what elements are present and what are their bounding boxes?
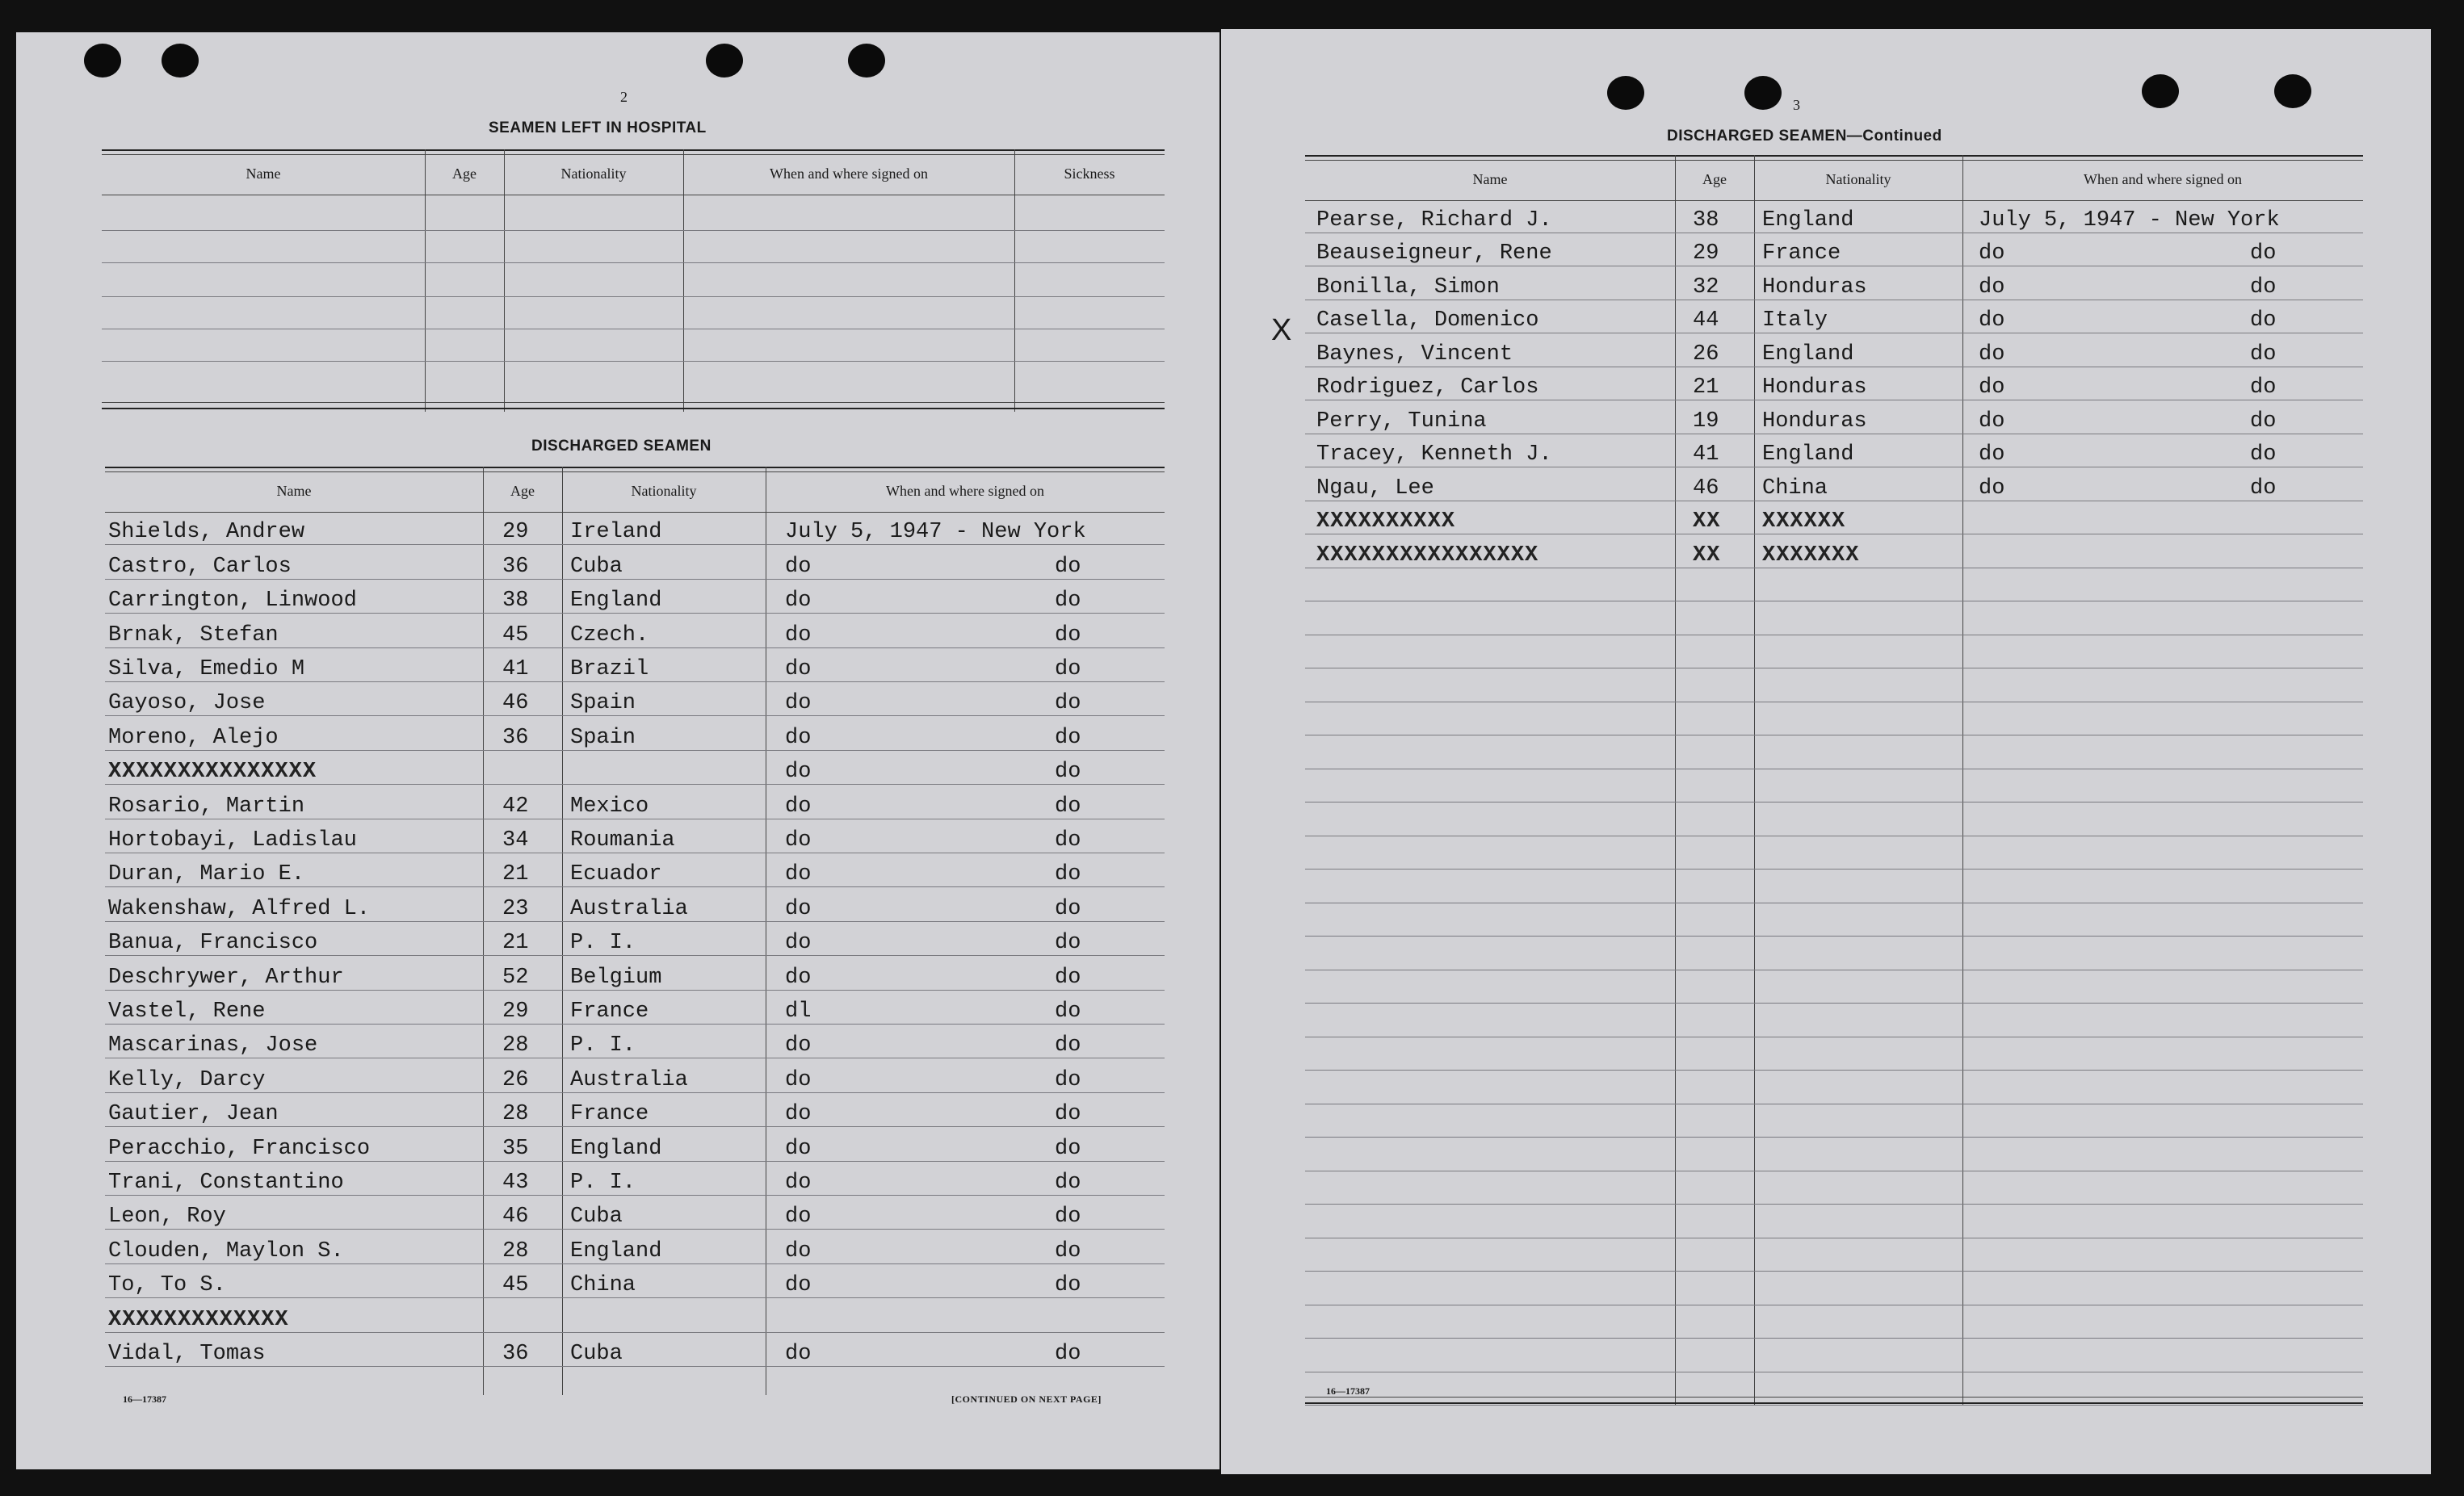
seaman-name: Peracchio, Francisco — [108, 1136, 371, 1161]
signed-on-date: do — [1979, 375, 2005, 400]
signed-on-place: do — [1055, 1033, 1081, 1058]
table-row — [105, 1299, 1165, 1333]
seaman-age: 36 — [502, 554, 529, 579]
table-row — [105, 752, 1165, 786]
seaman-age: 23 — [502, 896, 529, 921]
seaman-age: 41 — [502, 656, 529, 681]
signed-on-place: do — [1055, 725, 1081, 750]
table-row — [1305, 502, 2363, 536]
signed-on-date: do — [785, 725, 812, 750]
signed-on-date: do — [1979, 409, 2005, 434]
punch-hole — [162, 44, 199, 78]
table-row — [105, 580, 1165, 614]
discharged-section-title: DISCHARGED SEAMEN—Continued — [1667, 128, 1942, 145]
signed-on-date: dl — [785, 999, 812, 1024]
table-row — [105, 717, 1165, 751]
seaman-nationality: England — [1762, 207, 1854, 233]
seaman-name: Shields, Andrew — [108, 520, 305, 545]
seaman-age: 46 — [1693, 476, 1719, 501]
signed-on-date: do — [785, 589, 812, 614]
table-row — [105, 1163, 1165, 1196]
seaman-age: 35 — [502, 1136, 529, 1161]
seaman-age: 46 — [502, 1205, 529, 1230]
signed-on-date: do — [1979, 476, 2005, 501]
seaman-name: Bonilla, Simon — [1316, 274, 1500, 300]
seaman-name: Tracey, Kenneth J. — [1316, 442, 1552, 467]
seaman-age: 34 — [502, 828, 529, 853]
table-row — [105, 786, 1165, 819]
seaman-nationality: Honduras — [1762, 274, 1867, 300]
table-row — [1305, 468, 2363, 502]
signed-on-date: do — [785, 828, 812, 853]
seaman-nationality: P. I. — [570, 1170, 636, 1195]
signed-on-date: do — [785, 931, 812, 956]
signed-on-place: do — [1055, 1238, 1081, 1263]
seaman-nationality: XXXXXX — [1762, 509, 1846, 534]
signed-on-date: do — [785, 554, 812, 579]
seaman-age: 44 — [1693, 308, 1719, 333]
signed-on-place: do — [1055, 1341, 1081, 1366]
seaman-age: 32 — [1693, 274, 1719, 300]
seaman-age: XX — [1693, 543, 1721, 568]
signed-on-date: do — [785, 1033, 812, 1058]
seaman-nationality: XXXXXXX — [1762, 543, 1860, 568]
left-page — [16, 32, 1219, 1469]
seaman-nationality: England — [570, 589, 662, 614]
signed-on-place: do — [2250, 308, 2277, 333]
table-row — [105, 1230, 1165, 1264]
signed-on-place: do — [1055, 1170, 1081, 1195]
seaman-age: 28 — [502, 1102, 529, 1127]
signed-on-place: do — [1055, 1273, 1081, 1298]
seaman-nationality: Czech. — [570, 622, 649, 647]
seaman-name: Perry, Tunina — [1316, 409, 1487, 434]
table-row — [1305, 301, 2363, 335]
seaman-name: Vidal, Tomas — [108, 1341, 266, 1366]
table-row — [105, 957, 1165, 991]
punch-hole — [1607, 76, 1644, 110]
signed-on-date: do — [785, 794, 812, 819]
seaman-age: 29 — [502, 520, 529, 545]
header-when-where: When and where signed on — [886, 483, 1044, 499]
signed-on-place: do — [1055, 931, 1081, 956]
signed-on-date: July 5, 1947 - New York — [785, 520, 1086, 545]
seaman-nationality: Roumania — [570, 828, 675, 853]
header-age: Age — [1702, 171, 1727, 187]
signed-on-place: do — [2250, 476, 2277, 501]
signed-on-place: do — [2250, 241, 2277, 266]
punch-hole — [1744, 76, 1782, 110]
table-row — [105, 991, 1165, 1025]
seaman-name: Pearse, Richard J. — [1316, 207, 1552, 233]
signed-on-date: July 5, 1947 - New York — [1979, 207, 2280, 233]
signed-on-place: do — [1055, 554, 1081, 579]
table-row — [105, 1059, 1165, 1093]
seaman-age: 42 — [502, 794, 529, 819]
seaman-name: XXXXXXXXXXXXXXX — [108, 760, 317, 785]
seaman-age: 26 — [502, 1067, 529, 1092]
punch-hole — [2142, 74, 2179, 108]
seaman-name: Brnak, Stefan — [108, 622, 279, 647]
signed-on-place: do — [1055, 1102, 1081, 1127]
signed-on-place: do — [1055, 691, 1081, 716]
signed-on-date: do — [785, 1136, 812, 1161]
signed-on-date: do — [1979, 308, 2005, 333]
table-row — [105, 1334, 1165, 1368]
signed-on-date: do — [785, 1341, 812, 1366]
signed-on-place: do — [2250, 375, 2277, 400]
seaman-name: Deschrywer, Arthur — [108, 965, 344, 990]
seaman-name: Rosario, Martin — [108, 794, 305, 819]
seaman-name: Carrington, Linwood — [108, 589, 357, 614]
table-row — [105, 1128, 1165, 1162]
punch-hole — [848, 44, 885, 78]
seaman-name: Leon, Roy — [108, 1205, 226, 1230]
seaman-nationality: France — [1762, 241, 1841, 266]
seaman-nationality: Mexico — [570, 794, 649, 819]
seaman-name: XXXXXXXXXX — [1316, 509, 1456, 534]
signed-on-date: do — [785, 1067, 812, 1092]
seaman-age: XX — [1693, 509, 1721, 534]
seaman-nationality: Honduras — [1762, 409, 1867, 434]
table-row — [1305, 535, 2363, 569]
seaman-name: Kelly, Darcy — [108, 1067, 266, 1092]
signed-on-date: do — [1979, 274, 2005, 300]
seaman-nationality: Ecuador — [570, 862, 662, 887]
signed-on-place: do — [1055, 896, 1081, 921]
page-number: 2 — [620, 89, 628, 105]
header-nationality: Nationality — [560, 166, 627, 182]
signed-on-place: do — [1055, 1067, 1081, 1092]
seaman-name: To, To S. — [108, 1273, 226, 1298]
signed-on-place: do — [1055, 656, 1081, 681]
seaman-nationality: Brazil — [570, 656, 649, 681]
signed-on-place: do — [2250, 274, 2277, 300]
signed-on-date: do — [785, 622, 812, 647]
table-row — [105, 546, 1165, 580]
seaman-name: Banua, Francisco — [108, 931, 318, 956]
continued-note: [CONTINUED ON NEXT PAGE] — [951, 1393, 1102, 1405]
seaman-nationality: P. I. — [570, 931, 636, 956]
table-row — [105, 512, 1165, 546]
seaman-name: Mascarinas, Jose — [108, 1033, 318, 1058]
signed-on-place: do — [1055, 794, 1081, 819]
header-nationality: Nationality — [1825, 171, 1891, 187]
seaman-age: 45 — [502, 1273, 529, 1298]
signed-on-date: do — [785, 1170, 812, 1195]
signed-on-date: do — [785, 1238, 812, 1263]
signed-on-place: do — [1055, 589, 1081, 614]
table-row — [105, 888, 1165, 922]
table-row — [105, 1025, 1165, 1059]
seaman-age: 29 — [502, 999, 529, 1024]
seaman-name: Silva, Emedio M — [108, 656, 305, 681]
seaman-name: Gautier, Jean — [108, 1102, 279, 1127]
table-row — [105, 820, 1165, 854]
table-row — [105, 854, 1165, 888]
signed-on-date: do — [785, 1102, 812, 1127]
seaman-age: 38 — [502, 589, 529, 614]
right-page — [1221, 29, 2431, 1474]
seaman-age: 41 — [1693, 442, 1719, 467]
punch-hole — [2274, 74, 2311, 108]
signed-on-place: do — [1055, 622, 1081, 647]
seaman-name: Clouden, Maylon S. — [108, 1238, 344, 1263]
table-row — [105, 1196, 1165, 1230]
signed-on-place: do — [1055, 862, 1081, 887]
table-row — [105, 649, 1165, 683]
seaman-nationality: Belgium — [570, 965, 662, 990]
header-name: Name — [246, 166, 281, 182]
seaman-age: 19 — [1693, 409, 1719, 434]
signed-on-date: do — [785, 862, 812, 887]
seaman-name: Casella, Domenico — [1316, 308, 1539, 333]
seaman-nationality: China — [570, 1273, 636, 1298]
seaman-nationality: Australia — [570, 896, 688, 921]
table-row — [1305, 368, 2363, 402]
signed-on-date: do — [785, 896, 812, 921]
signed-on-date: do — [785, 760, 812, 785]
header-when-where: When and where signed on — [2084, 171, 2242, 187]
seaman-age: 21 — [502, 862, 529, 887]
seaman-name: Ngau, Lee — [1316, 476, 1434, 501]
signed-on-place: do — [1055, 760, 1081, 785]
seaman-age: 38 — [1693, 207, 1719, 233]
table-row — [1305, 435, 2363, 469]
seaman-age: 21 — [502, 931, 529, 956]
seaman-age: 28 — [502, 1238, 529, 1263]
header-age: Age — [452, 166, 476, 182]
table-row — [1305, 267, 2363, 301]
seaman-age: 43 — [502, 1170, 529, 1195]
seaman-age: 36 — [502, 725, 529, 750]
seaman-name: Beauseigneur, Rene — [1316, 241, 1552, 266]
seaman-nationality: Ireland — [570, 520, 662, 545]
table-row — [105, 1094, 1165, 1128]
header-age: Age — [510, 483, 535, 499]
table-row — [105, 683, 1165, 717]
seaman-nationality: Spain — [570, 725, 636, 750]
header-name: Name — [1472, 171, 1508, 187]
seaman-age: 26 — [1693, 342, 1719, 367]
signed-on-place: do — [1055, 999, 1081, 1024]
seaman-nationality: Italy — [1762, 308, 1828, 333]
discharged-table — [105, 467, 1165, 1395]
signed-on-date: do — [1979, 442, 2005, 467]
seaman-nationality: P. I. — [570, 1033, 636, 1058]
punch-hole — [706, 44, 743, 78]
seaman-nationality: Cuba — [570, 1341, 623, 1366]
signed-on-place: do — [2250, 409, 2277, 434]
seaman-nationality: England — [1762, 442, 1854, 467]
table-row — [105, 923, 1165, 957]
seaman-nationality: France — [570, 1102, 649, 1127]
discharged-table-continued — [1305, 155, 2363, 1405]
signed-on-place: do — [2250, 342, 2277, 367]
hospital-section-title: SEAMEN LEFT IN HOSPITAL — [489, 119, 707, 136]
seaman-age: 29 — [1693, 241, 1719, 266]
seaman-name: Baynes, Vincent — [1316, 342, 1513, 367]
punch-hole — [84, 44, 121, 78]
table-row — [105, 1265, 1165, 1299]
signed-on-date: do — [785, 1273, 812, 1298]
seaman-age: 36 — [502, 1341, 529, 1366]
table-row — [105, 614, 1165, 648]
seaman-name: Trani, Constantino — [108, 1170, 344, 1195]
seaman-name: XXXXXXXXXXXXXXXX — [1316, 543, 1539, 568]
signed-on-date: do — [785, 965, 812, 990]
margin-x-mark: X — [1271, 313, 1292, 347]
seaman-name: XXXXXXXXXXXXX — [108, 1307, 289, 1332]
table-row — [1305, 401, 2363, 435]
seaman-name: Hortobayi, Ladislau — [108, 828, 357, 853]
signed-on-place: do — [1055, 965, 1081, 990]
seaman-name: Duran, Mario E. — [108, 862, 305, 887]
seaman-nationality: Honduras — [1762, 375, 1867, 400]
seaman-age: 21 — [1693, 375, 1719, 400]
form-number: 16—17387 — [1326, 1385, 1370, 1397]
seaman-nationality: England — [570, 1238, 662, 1263]
signed-on-place: do — [1055, 828, 1081, 853]
seaman-nationality: England — [570, 1136, 662, 1161]
seaman-nationality: England — [1762, 342, 1854, 367]
seaman-nationality: Australia — [570, 1067, 688, 1092]
signed-on-date: do — [785, 656, 812, 681]
seaman-nationality: Spain — [570, 691, 636, 716]
table-row — [1305, 334, 2363, 368]
signed-on-date: do — [785, 1205, 812, 1230]
seaman-name: Moreno, Alejo — [108, 725, 279, 750]
form-number: 16—17387 — [123, 1393, 166, 1405]
signed-on-place: do — [1055, 1205, 1081, 1230]
seaman-name: Rodriguez, Carlos — [1316, 375, 1539, 400]
seaman-name: Gayoso, Jose — [108, 691, 266, 716]
seaman-age: 28 — [502, 1033, 529, 1058]
discharged-section-title: DISCHARGED SEAMEN — [531, 438, 711, 455]
signed-on-date: do — [1979, 241, 2005, 266]
hospital-table — [102, 149, 1165, 412]
seaman-nationality: China — [1762, 476, 1828, 501]
table-row — [1305, 200, 2363, 234]
seaman-name: Castro, Carlos — [108, 554, 292, 579]
seaman-age: 45 — [502, 622, 529, 647]
header-name: Name — [276, 483, 312, 499]
header-sickness: Sickness — [1064, 166, 1115, 182]
header-when-where: When and where signed on — [770, 166, 928, 182]
seaman-nationality: Cuba — [570, 554, 623, 579]
page-number: 3 — [1793, 97, 1800, 113]
signed-on-date: do — [785, 691, 812, 716]
seaman-age: 46 — [502, 691, 529, 716]
seaman-name: Vastel, Rene — [108, 999, 266, 1024]
table-row — [1305, 234, 2363, 268]
signed-on-place: do — [2250, 442, 2277, 467]
seaman-age: 52 — [502, 965, 529, 990]
seaman-nationality: France — [570, 999, 649, 1024]
header-nationality: Nationality — [631, 483, 697, 499]
signed-on-place: do — [1055, 1136, 1081, 1161]
seaman-nationality: Cuba — [570, 1205, 623, 1230]
signed-on-date: do — [1979, 342, 2005, 367]
seaman-name: Wakenshaw, Alfred L. — [108, 896, 371, 921]
